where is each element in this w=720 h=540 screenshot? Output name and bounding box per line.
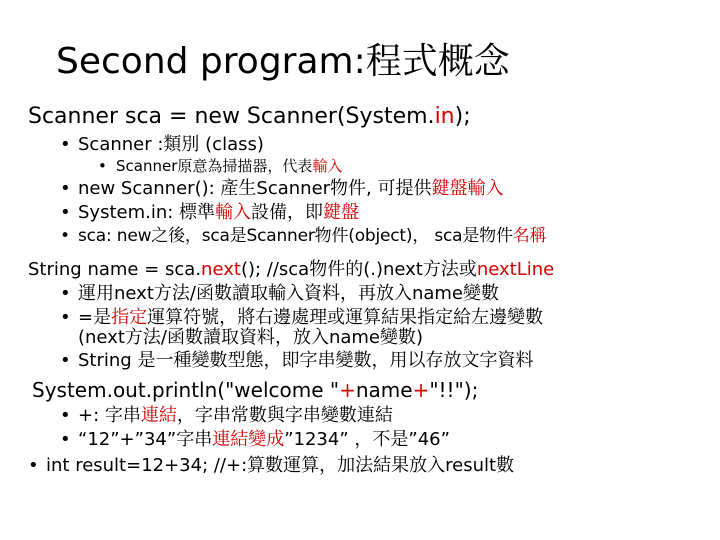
- bullet-text: [78, 178, 504, 199]
- bullet-dot: •: [60, 307, 71, 328]
- section1-sub-bullet: [98, 157, 342, 176]
- text-run: 輸入: [215, 202, 252, 223]
- text-run: 連結變成: [212, 429, 285, 450]
- text-run: 輸入: [312, 157, 343, 175]
- bullet-dot: •: [60, 202, 71, 223]
- text-run: ，字串常數與字串變數連結: [176, 405, 393, 426]
- text-run: +: 字串: [78, 405, 141, 426]
- text-run: 變數型態: [191, 350, 264, 371]
- text-run: 指定: [111, 307, 148, 328]
- text-run: sca: new之後，sca是Scanner物件(object)， sca是物件: [78, 226, 513, 246]
- text-run: Scanner :類別 (class): [78, 134, 264, 155]
- text-run: System.out.println("welcome ": [32, 378, 340, 402]
- bullet-text: [78, 134, 264, 155]
- text-run: next: [201, 259, 241, 280]
- bullet-text: [78, 307, 543, 328]
- text-run: Scanner sca = new Scanner(System.: [28, 104, 435, 129]
- text-run: name: [355, 378, 413, 402]
- text-run: 鍵盤輸入: [431, 178, 504, 199]
- bullet-dot: •: [60, 350, 71, 371]
- section2-heading: [28, 259, 554, 281]
- text-run: +: [412, 378, 430, 402]
- text-run: 連結: [140, 405, 177, 426]
- section3-heading: [32, 378, 478, 402]
- text-run: new Scanner(): 產生Scanner物件, 可提供: [78, 178, 432, 199]
- text-run: “12”+”34”字串: [78, 429, 213, 450]
- section3-bullet-2: [60, 429, 450, 451]
- text-run: "!!");: [429, 378, 479, 402]
- section2-bullet-3: [60, 350, 533, 372]
- section3-bullet-1: [60, 405, 393, 427]
- bullet-dot: •: [60, 429, 71, 450]
- bullet-dot: •: [60, 405, 71, 426]
- bullet-dot: •: [60, 283, 71, 304]
- section1-bullet-4: [60, 226, 546, 247]
- text-run: =是: [78, 307, 112, 328]
- bullet-text: [78, 405, 393, 426]
- bullet-text: [46, 455, 514, 476]
- footer-bullet: [28, 455, 514, 477]
- bullet-text: [78, 350, 533, 371]
- section1-heading: [28, 104, 471, 130]
- text-run: ，即字串變數，用以存放文字資料: [263, 350, 534, 371]
- bullet-dot: •: [60, 134, 71, 155]
- text-run: String 是一種: [78, 350, 192, 371]
- text-run: (); //sca物件的(.)next方法或: [240, 259, 477, 280]
- text-run: Scanner原意為掃描器，代表: [116, 157, 313, 175]
- section1-bullet-1: [60, 134, 264, 156]
- section2-bullet-1: [60, 283, 499, 305]
- bullet-dot: •: [98, 157, 107, 175]
- bullet-dot: •: [28, 455, 39, 476]
- bullet-text: [116, 157, 342, 175]
- bullet-dot: •: [60, 226, 70, 246]
- section1-bullet-2: [60, 178, 504, 200]
- text-run: (next方法/函數讀取資料，放入name變數): [78, 327, 424, 348]
- bullet-dot: •: [60, 178, 71, 199]
- bullet-text: [78, 283, 499, 304]
- text-run: +: [339, 378, 356, 402]
- text-run: String name = sca.: [28, 259, 202, 280]
- section2-bullet-2: [60, 307, 543, 329]
- text-run: in: [434, 104, 455, 129]
- section1-bullet-3: [60, 202, 359, 224]
- bullet-text: [78, 202, 359, 223]
- text-run: 鍵盤: [323, 202, 360, 223]
- text-run: );: [454, 104, 471, 129]
- text-run: 運算符號，將右邊處理或運算結果指定給左邊變數: [147, 307, 544, 328]
- text-run: 設備，即: [251, 202, 324, 223]
- text-run: int result=12+34; //+:算數運算，加法結果放入result數: [46, 455, 515, 476]
- bullet-text: [78, 226, 546, 246]
- text-run: 名稱: [512, 226, 547, 246]
- text-run: ”1234” ，不是”46”: [284, 429, 450, 450]
- text-run: System.in: 標準: [78, 202, 216, 223]
- slide-title: Second program:程式概念: [56, 41, 510, 82]
- text-run: nextLine: [476, 259, 555, 280]
- section2-bullet-2-continued: [78, 327, 423, 349]
- bullet-text: [78, 429, 450, 450]
- text-run: 運用next方法/函數讀取輸入資料，再放入name變數: [78, 283, 499, 304]
